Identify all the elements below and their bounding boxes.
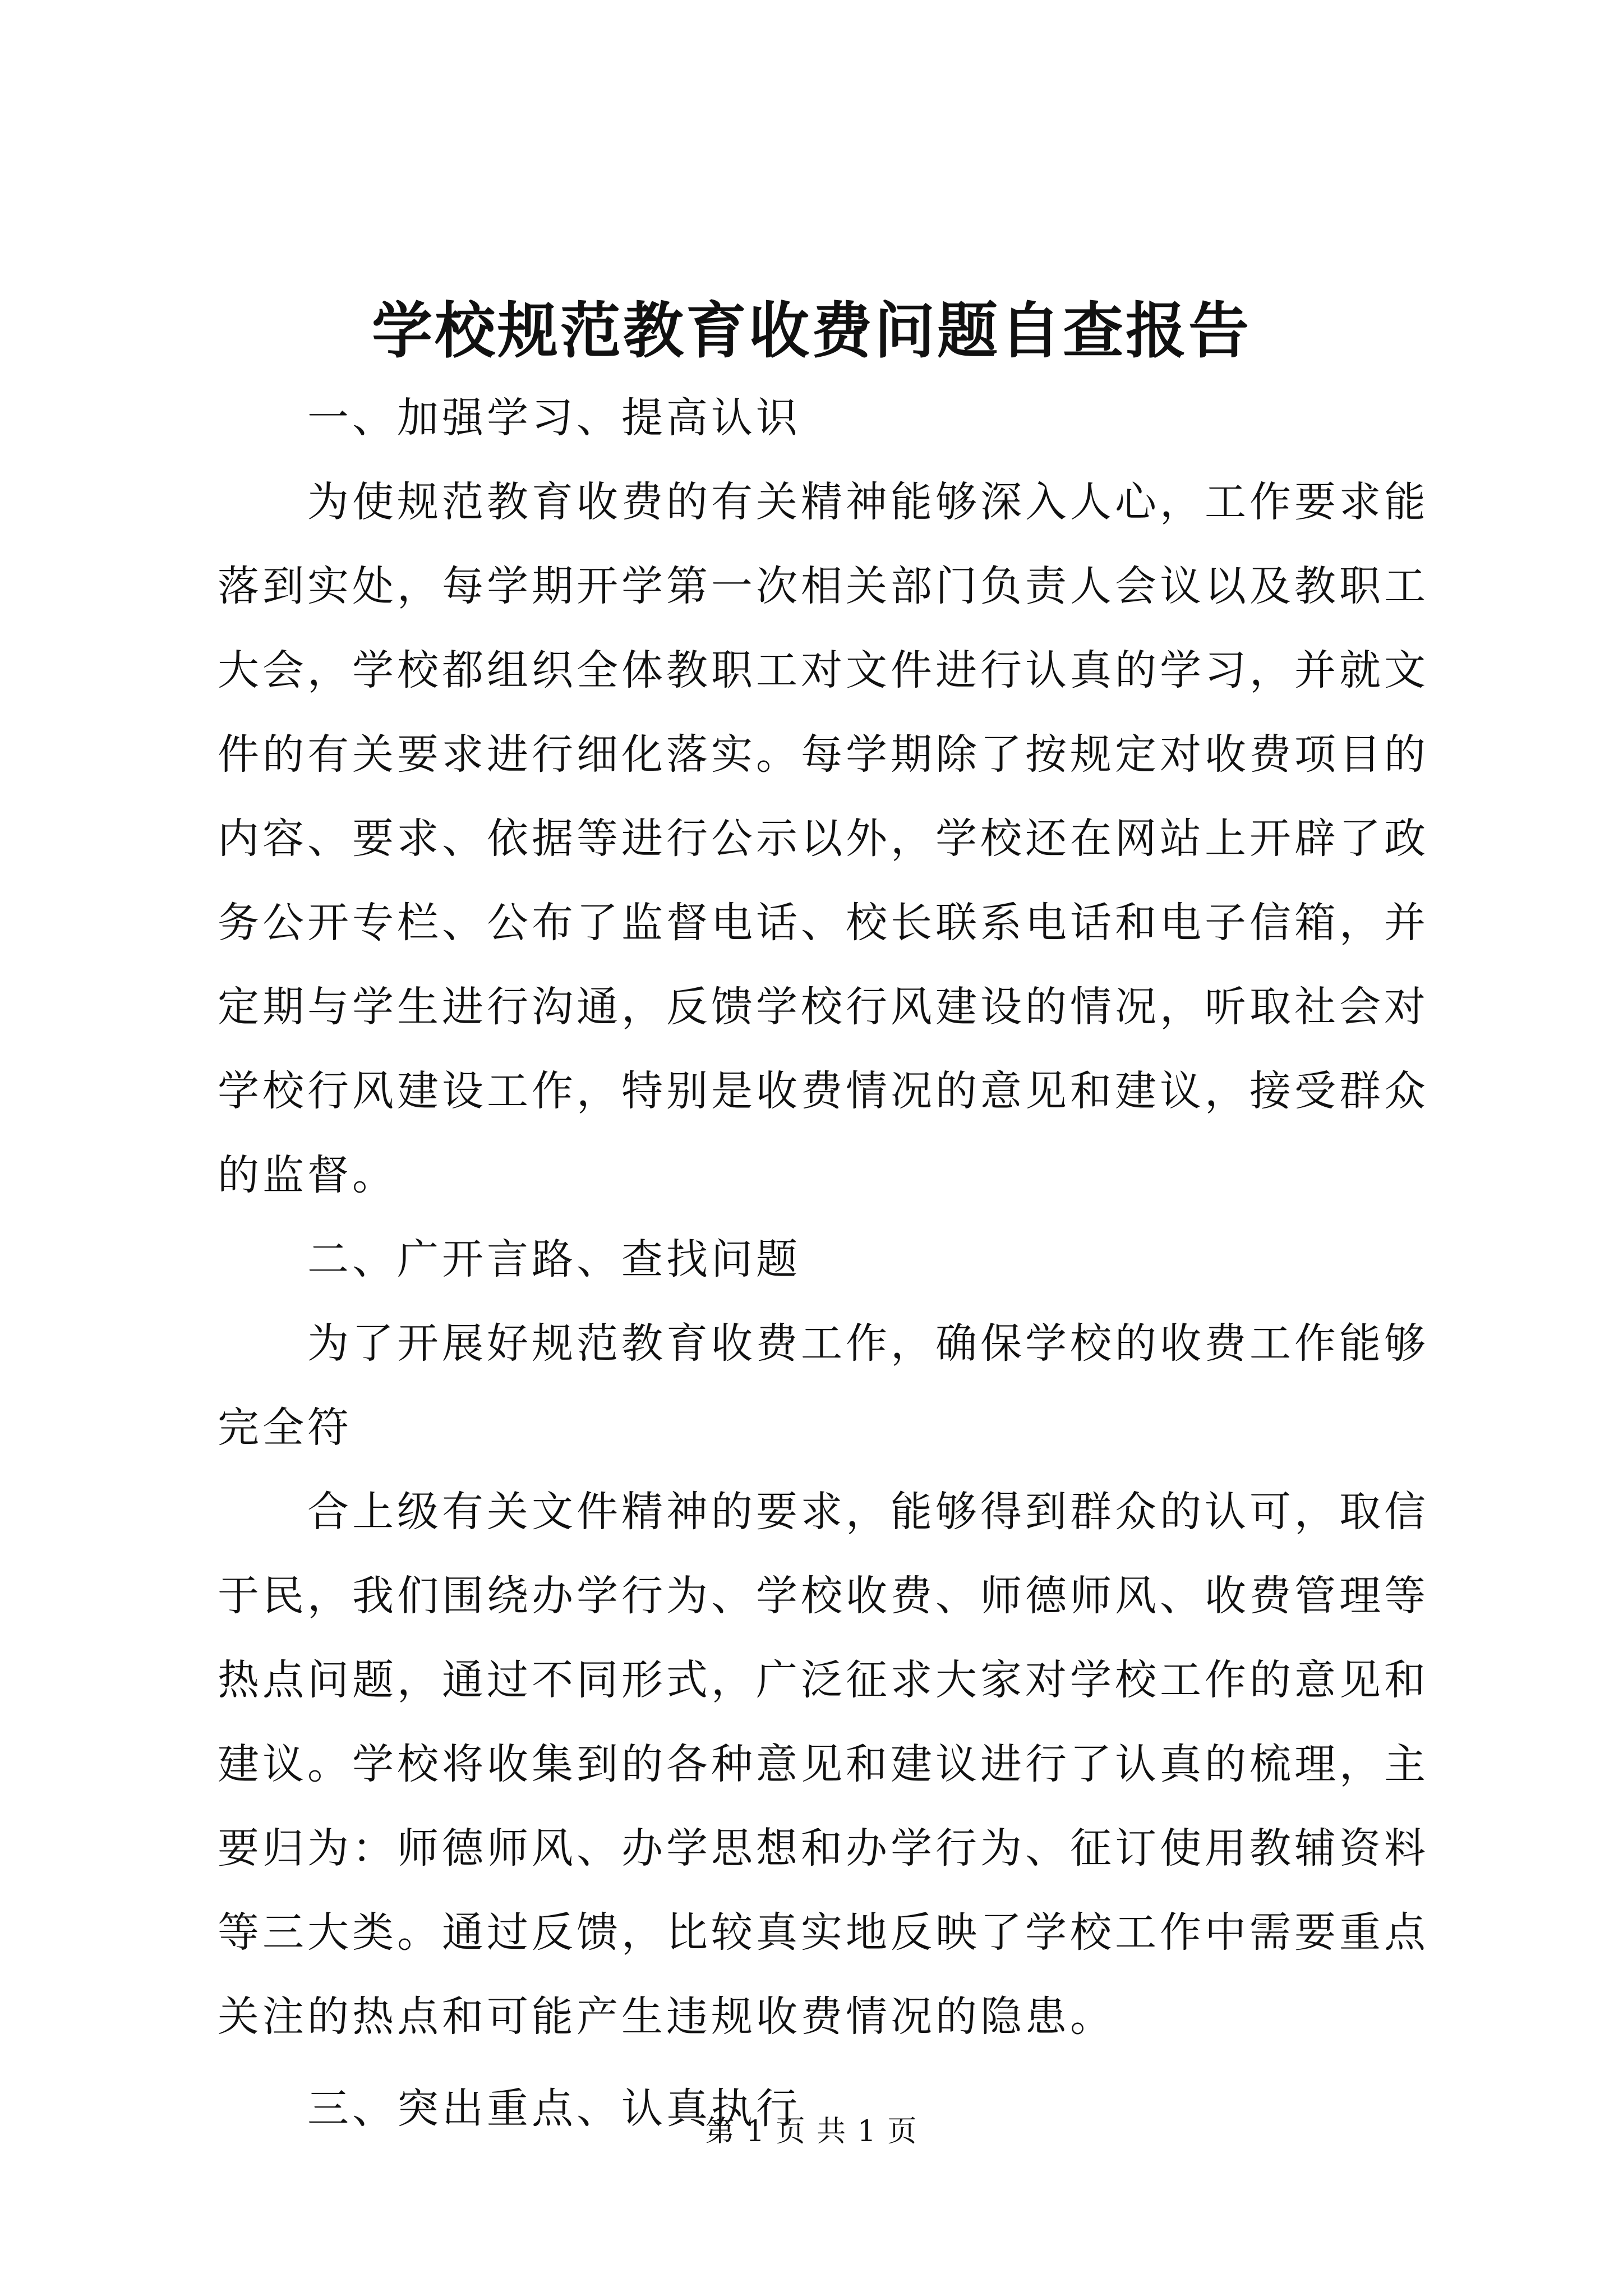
document-title: 学校规范教育收费问题自查报告 bbox=[371, 296, 1251, 366]
section-1-paragraph-1: 为使规范教育收费的有关精神能够深入人心，工作要求能落到实处，每学期开学第一次相关部门负责人会议以及教职工大会，学校都组织全体教职工对文件进行认真的学习，并就文件的有关要求进行细化落实。每学期除了按规定对收费项目的内容、要求、依据等进行公示以外，学校还在网站上开辟了政务公开专栏、公布了监督电话、校长联系电话和电子信箱，并定期与学生进行沟通，反馈学校行风建设的情况，听取社会对学校行风建设工作，特别是收费情况的意见和建议，接受群众的监督。 bbox=[218, 478, 1429, 1199]
page-number-footer: 第 1 页 共 1 页 bbox=[705, 2115, 918, 2148]
section-heading-2: 二、广开言路、查找问题 bbox=[307, 1235, 801, 1283]
section-heading-1: 一、加强学习、提高认识 bbox=[307, 394, 801, 442]
section-2-paragraph-1: 为了开展好规范教育收费工作，确保学校的收费工作能够完全符 bbox=[218, 1319, 1429, 1452]
section-heading-3: 三、突出重点、认真执行 bbox=[307, 2085, 801, 2133]
document-body bbox=[218, 376, 1429, 2151]
section-spacer bbox=[218, 2059, 1429, 2067]
section-2-paragraph-2: 合上级有关文件精神的要求，能够得到群众的认可，取信于民，我们围绕办学行为、学校收费、师德师风、收费管理等热点问题，通过不同形式，广泛征求大家对学校工作的意见和建议。学校将收集到的各种意见和建议进行了认真的梳理，主要归为：师德师风、办学思想和办学行为、征订使用教辅资料等三大类。通过反馈，比较真实地反映了学校工作中需要重点关注的热点和可能产生违规收费情况的隐患。 bbox=[218, 1488, 1429, 2041]
